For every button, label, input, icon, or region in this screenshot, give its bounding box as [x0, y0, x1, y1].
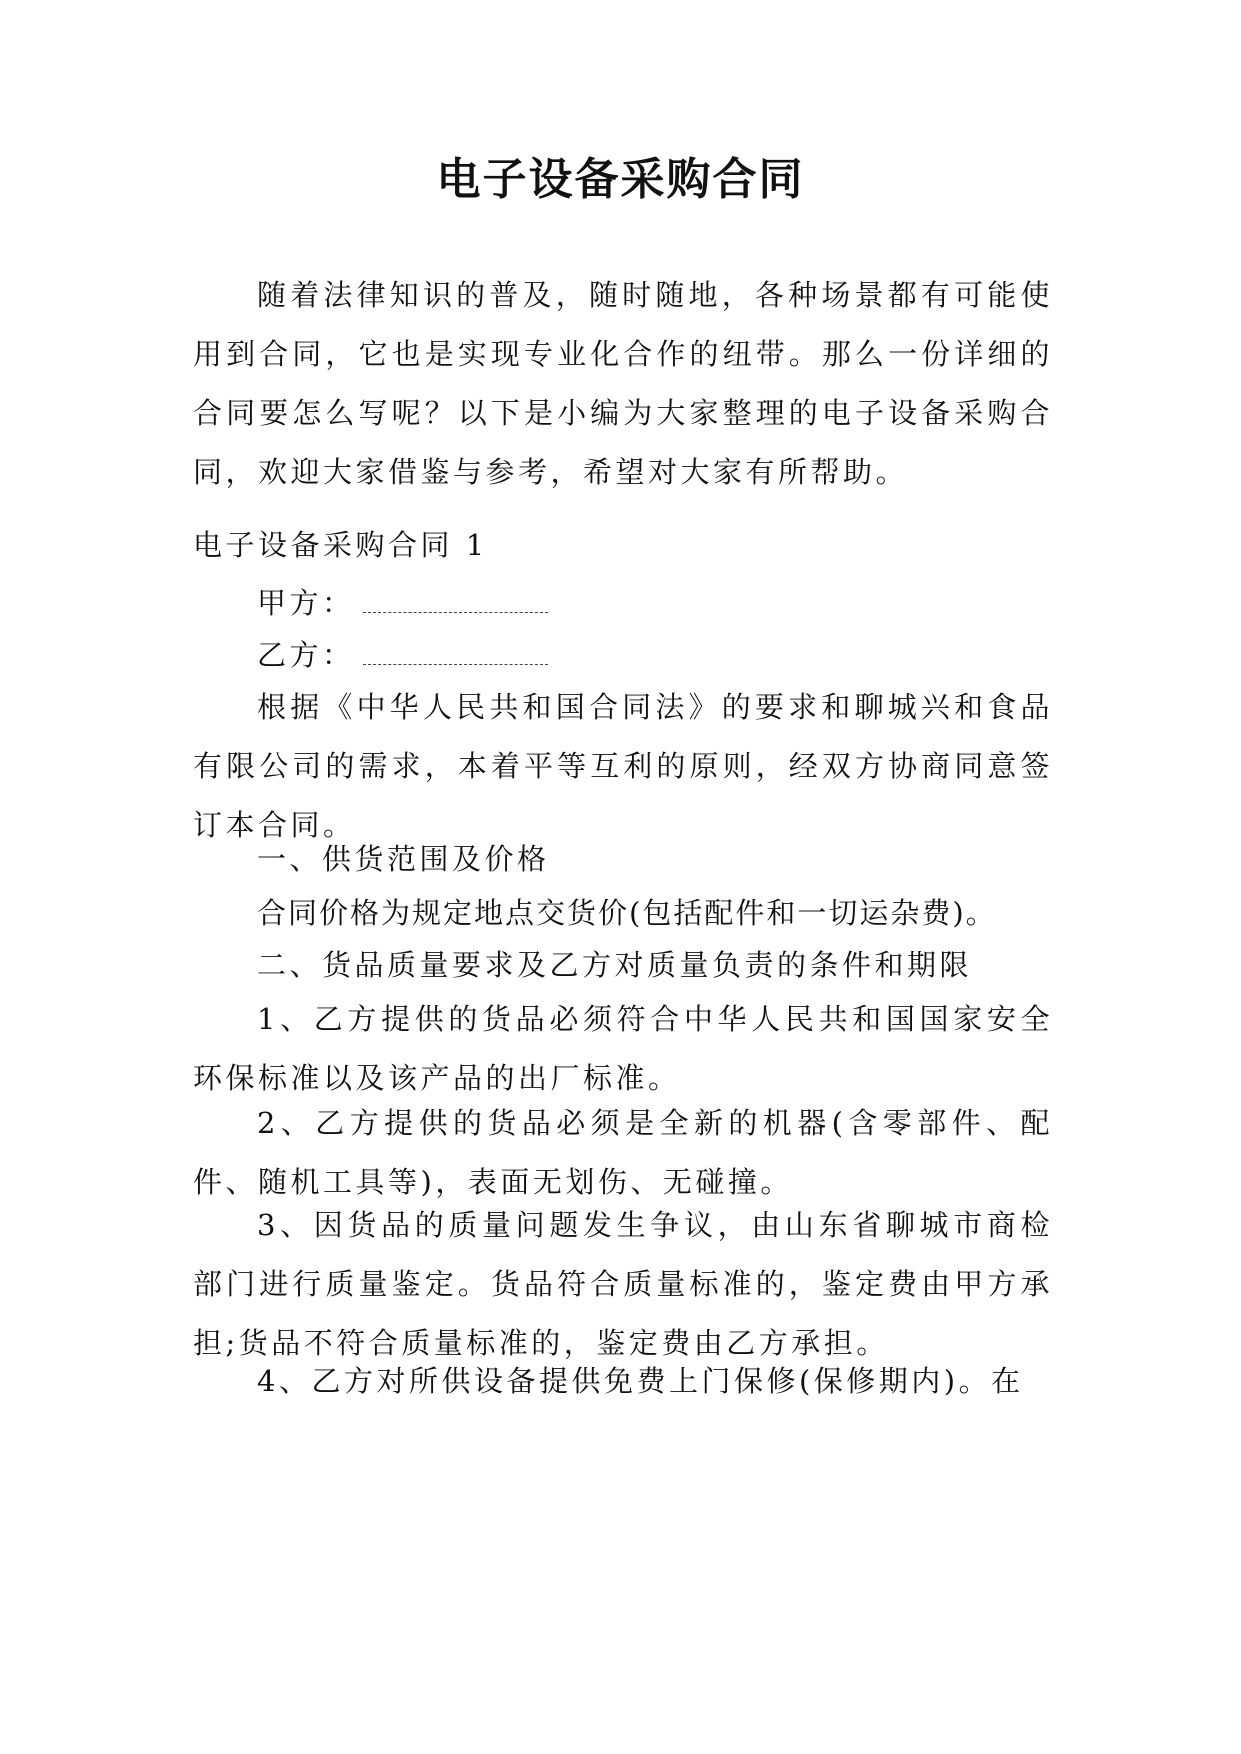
item-3: 3、因货品的质量问题发生争议，由山东省聊城市商检部门进行质量鉴定。货品符合质量标准的，鉴定费由甲方承担;货品不符合质量标准的，鉴定费由乙方承担。	[193, 1208, 1053, 1360]
preamble-paragraph: 根据《中华人民共和国合同法》的要求和聊城兴和食品有限公司的需求，本着平等互利的原则，经双方协商同意签订本合同。	[193, 690, 1053, 842]
clause1-text: 合同价格为规定地点交货价(包括配件和一切运杂费)。	[257, 896, 997, 930]
party-a-label: 甲方：	[257, 586, 355, 620]
party-b-blank	[363, 640, 548, 665]
party-b-line	[193, 626, 1053, 685]
party-a-line	[193, 574, 1053, 633]
section-heading: 电子设备采购合同 1	[193, 528, 488, 562]
clause2-heading: 二、货品质量要求及乙方对质量负责的条件和期限	[257, 948, 973, 982]
clause1-heading: 一、供货范围及价格	[257, 842, 550, 876]
intro-paragraph: 随着法律知识的普及，随时随地，各种场景都有可能使用到合同，它也是实现专业化合作的纽带。那么一份详细的合同要怎么写呢？以下是小编为大家整理的电子设备采购合同，欢迎大家借鉴与参考，希望对大家有所帮助。	[193, 278, 1053, 489]
item-2: 2、乙方提供的货品必须是全新的机器(含零部件、配件、随机工具等)，表面无划伤、无碰撞。	[193, 1106, 1053, 1199]
party-a-blank	[363, 588, 548, 613]
item-4: 4、乙方对所供设备提供免费上门保修(保修期内)。在	[257, 1364, 1024, 1398]
party-b-label: 乙方：	[257, 638, 355, 672]
item-1: 1、乙方提供的货品必须符合中华人民共和国国家安全环保标准以及该产品的出厂标准。	[193, 1002, 1053, 1095]
document-title: 电子设备采购合同	[436, 154, 805, 205]
